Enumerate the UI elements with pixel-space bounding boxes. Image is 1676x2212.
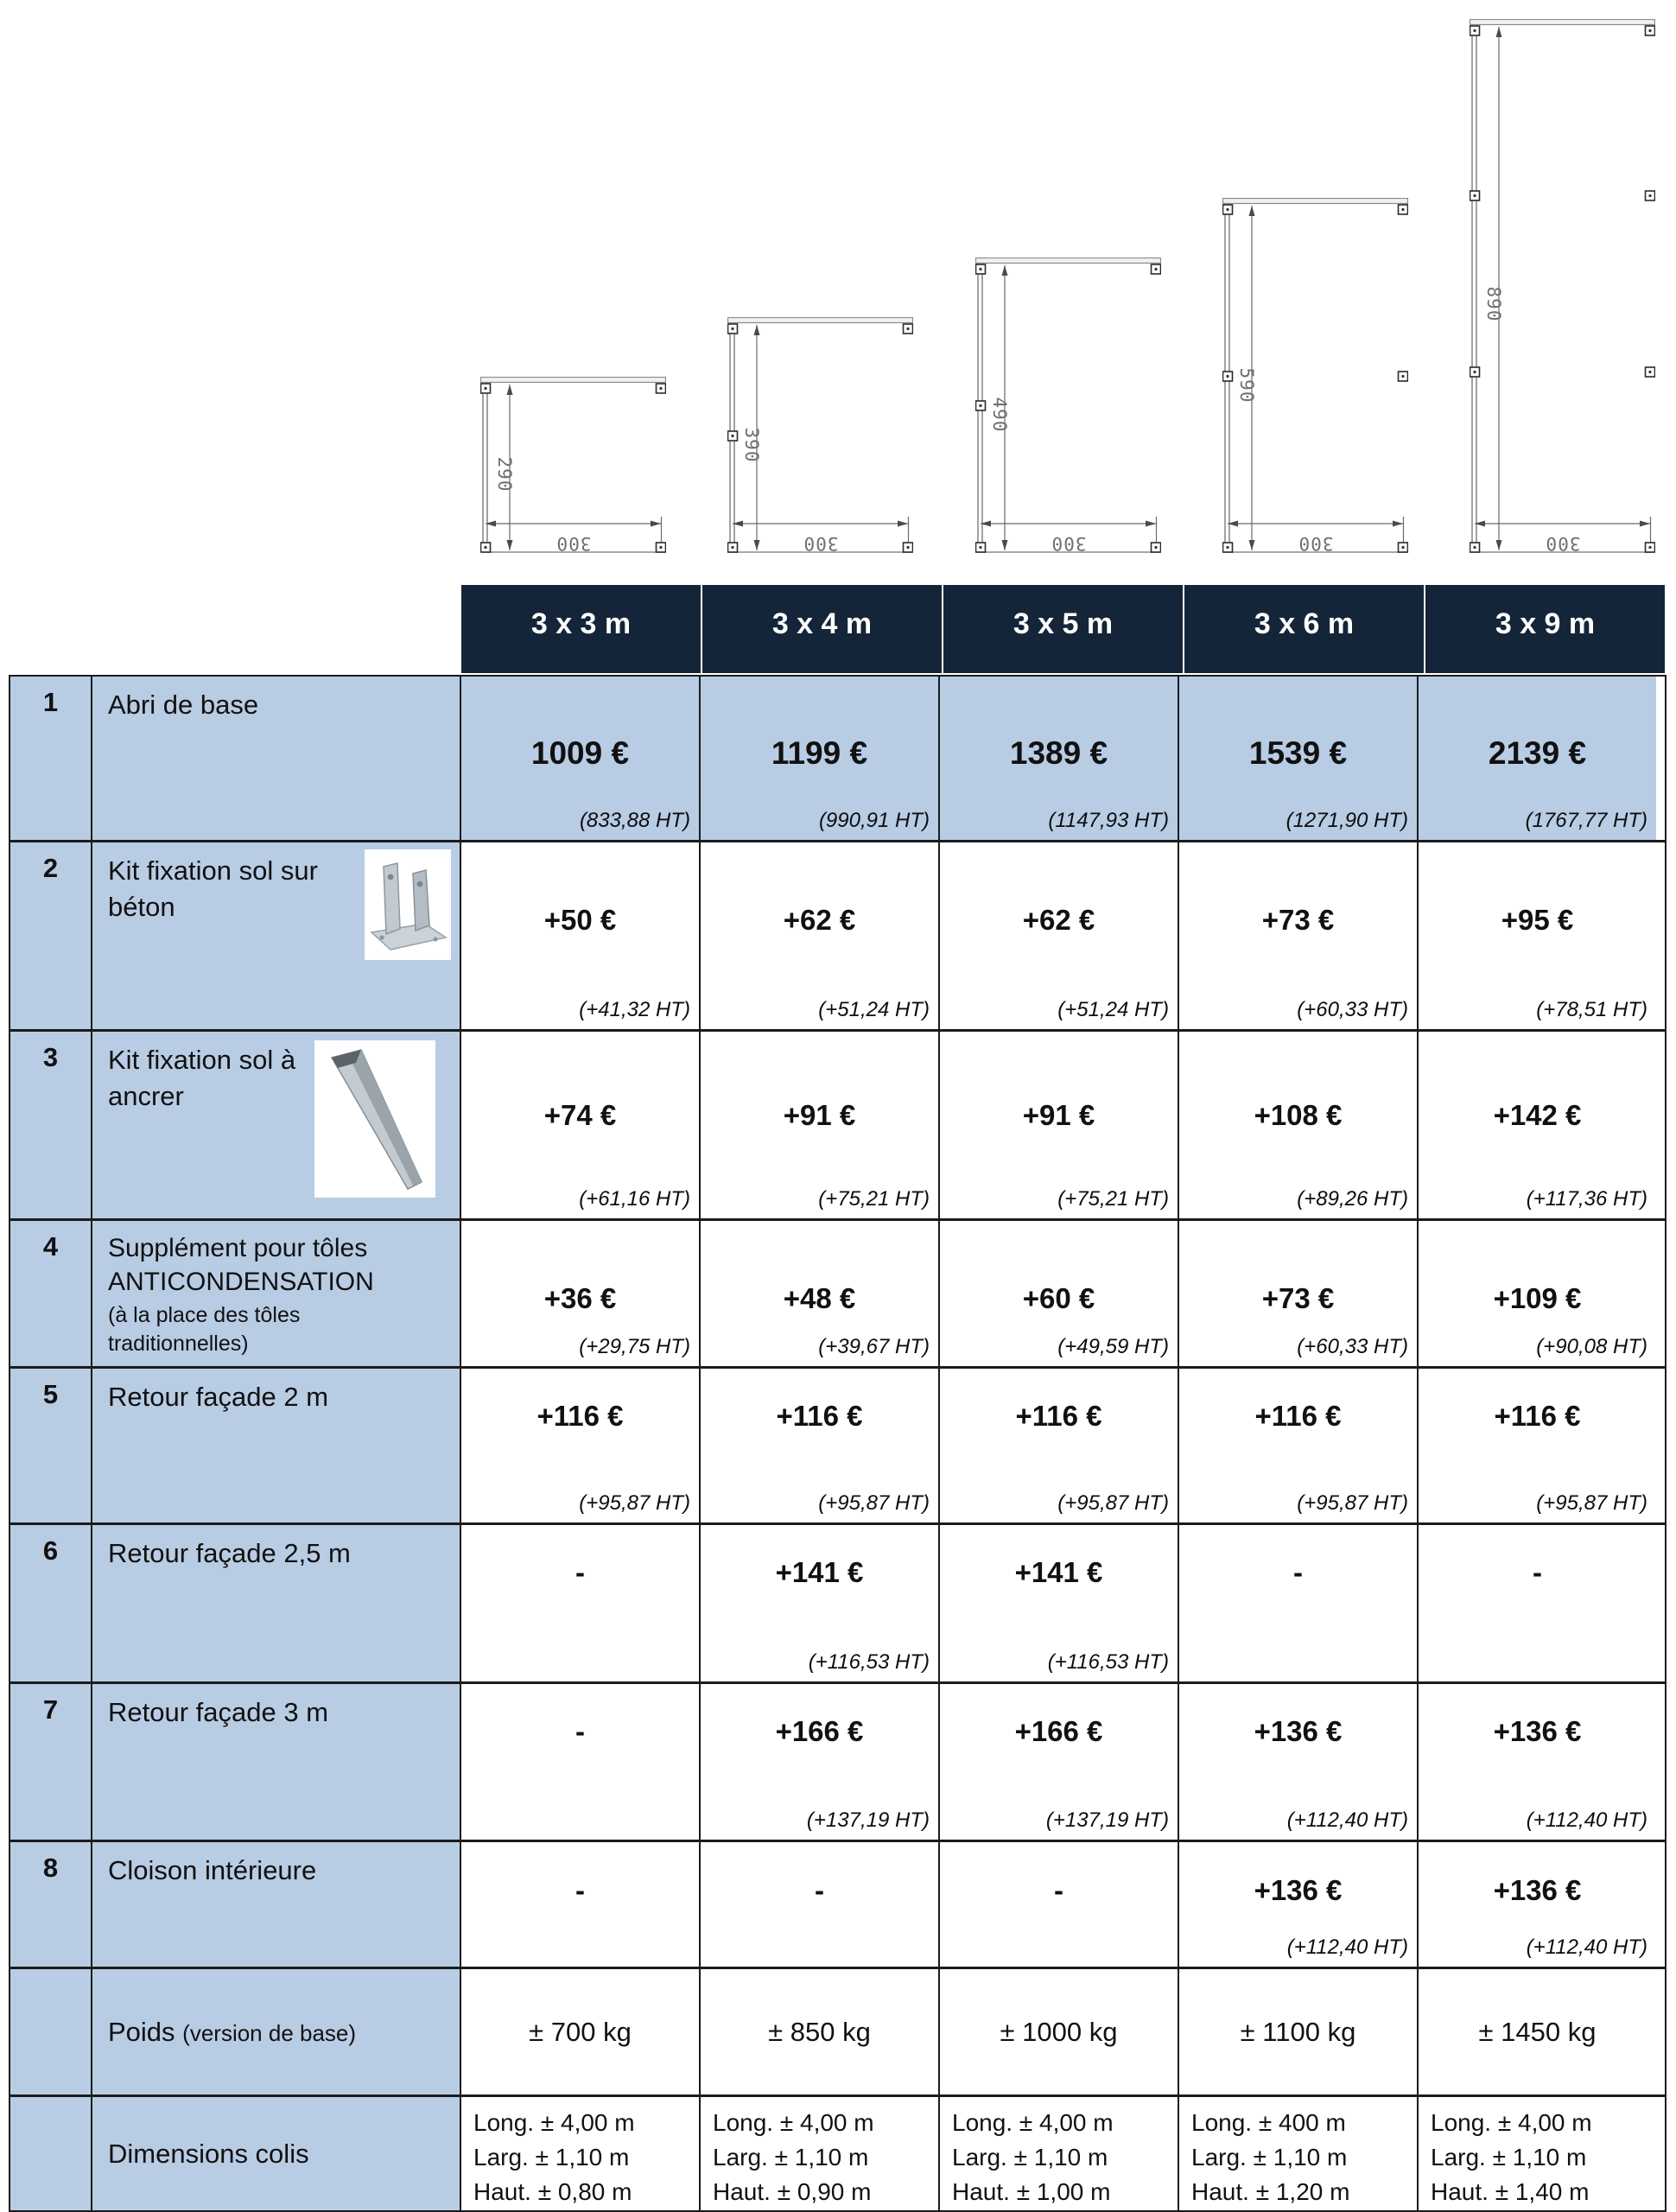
row-number: 1 <box>10 677 91 840</box>
row-label: Poids <box>108 2016 175 2047</box>
price-cell <box>1178 1684 1417 1840</box>
price-cell <box>699 1525 938 1681</box>
dim-haut: Haut. ± 1,20 m <box>1191 2177 1350 2205</box>
row-number: 8 <box>10 1842 91 1967</box>
weight-cell <box>699 1969 938 2094</box>
dim-haut: Haut. ± 1,40 m <box>1431 2177 1590 2205</box>
price-cell <box>1417 1221 1656 1366</box>
price-value: +116 € <box>1015 1399 1102 1432</box>
height-dimension-label: 290 <box>494 456 515 493</box>
price-cell <box>1417 1842 1656 1967</box>
height-dimension-label: 490 <box>988 397 1010 433</box>
price-ht-note: (+29,75 HT) <box>579 1335 690 1358</box>
dim-larg: Larg. ± 1,10 m <box>713 2143 869 2171</box>
weight-value: ± 1450 kg <box>1478 2016 1597 2047</box>
weight-value: ± 1000 kg <box>1000 2016 1118 2047</box>
row-label-cell <box>91 1969 460 2094</box>
dim-long: Long. ± 4,00 m <box>473 2109 635 2136</box>
row-label: Kit fixation sol à ancrer <box>108 1045 296 1111</box>
price-cell <box>1417 1684 1656 1840</box>
price-value: - <box>575 1556 585 1589</box>
dimensions-cell <box>460 2097 699 2210</box>
dim-larg: Larg. ± 1,10 m <box>473 2143 630 2171</box>
price-cell <box>1417 677 1656 840</box>
price-ht-note: (+39,67 HT) <box>818 1335 930 1358</box>
price-ht-note: (+137,19 HT) <box>806 1808 930 1832</box>
price-ht-note: (+112,40 HT) <box>1526 1808 1647 1832</box>
dim-long: Long. ± 4,00 m <box>1431 2109 1592 2136</box>
price-value: +73 € <box>1261 904 1335 937</box>
width-dimension-label: 300 <box>803 533 839 554</box>
dim-long: Long. ± 4,00 m <box>713 2109 874 2136</box>
price-cell <box>1178 1032 1417 1218</box>
price-value: +116 € <box>1254 1399 1342 1432</box>
price-cell <box>1178 1525 1417 1681</box>
table-row-cloison-interieure <box>10 1840 1665 1967</box>
weight-value: ± 700 kg <box>529 2016 632 2047</box>
price-ht-note: (+49,59 HT) <box>1057 1335 1169 1358</box>
price-cell <box>699 1369 938 1522</box>
price-ht-note: (+90,08 HT) <box>1536 1335 1647 1358</box>
price-value: +95 € <box>1501 904 1574 937</box>
price-cell <box>1178 842 1417 1029</box>
price-ht-note: (+51,24 HT) <box>818 998 930 1021</box>
table-row-supplement-anticondensation <box>10 1218 1665 1366</box>
price-cell <box>1417 1032 1656 1218</box>
row-label: Cloison intérieure <box>91 1842 460 1967</box>
price-ht-note: (+51,24 HT) <box>1057 998 1169 1021</box>
price-value: 1389 € <box>1009 735 1108 772</box>
dim-long: Long. ± 4,00 m <box>952 2109 1114 2136</box>
price-value: +136 € <box>1493 1715 1582 1747</box>
price-ht-note: (+89,26 HT) <box>1297 1187 1408 1211</box>
row-label: Dimensions colis <box>108 2138 309 2169</box>
row-label: Kit fixation sol sur béton <box>108 855 318 922</box>
price-value: +141 € <box>1014 1556 1103 1589</box>
plan-diagram-3x6 <box>1222 198 1408 555</box>
price-cell <box>460 1369 699 1522</box>
price-value: +50 € <box>543 904 617 937</box>
plan-diagram-3x4 <box>727 317 913 555</box>
weight-cell <box>460 1969 699 2094</box>
weight-cell <box>1417 1969 1656 2094</box>
price-value: +62 € <box>783 904 856 937</box>
size-column-header: 3 x 4 m <box>702 585 942 673</box>
price-cell <box>699 1032 938 1218</box>
price-cell <box>1417 1369 1656 1522</box>
row-label-note: (version de base) <box>182 2019 357 2046</box>
price-cell <box>460 1032 699 1218</box>
price-ht-note: (+78,51 HT) <box>1536 998 1647 1021</box>
price-cell <box>938 677 1178 840</box>
row-sublabel: (à la place des tôles traditionnelles) <box>108 1303 301 1356</box>
price-value: - <box>1054 1874 1063 1907</box>
price-cell <box>699 1684 938 1840</box>
price-ht-note: (+41,32 HT) <box>579 998 690 1021</box>
price-value: - <box>1293 1556 1303 1589</box>
price-ht-note: (+75,21 HT) <box>1057 1187 1169 1211</box>
dim-larg: Larg. ± 1,10 m <box>1191 2143 1348 2171</box>
table-row-abri-de-base <box>10 677 1665 840</box>
price-cell <box>938 842 1178 1029</box>
plan-diagram-3x3 <box>480 377 666 555</box>
price-cell <box>1178 677 1417 840</box>
price-cell <box>938 1032 1178 1218</box>
price-ht-note: (+60,33 HT) <box>1297 1335 1408 1358</box>
table-row-retour-facade-2m <box>10 1366 1665 1522</box>
row-label-cell <box>91 1032 460 1218</box>
row-label: Retour façade 3 m <box>91 1684 460 1840</box>
price-cell <box>699 1221 938 1366</box>
plan-diagram-3x9 <box>1470 19 1655 555</box>
weight-value: ± 1100 kg <box>1240 2016 1356 2047</box>
price-value: - <box>1533 1556 1542 1589</box>
price-value: +166 € <box>1014 1715 1103 1747</box>
price-value: +91 € <box>1022 1098 1095 1131</box>
price-ht-note: (+116,53 HT) <box>808 1650 930 1674</box>
ground-anchor-spike-photo <box>314 1040 435 1198</box>
plan-diagram-3x5 <box>975 257 1161 555</box>
price-ht-note: (1147,93 HT) <box>1048 809 1169 832</box>
plan-diagrams <box>480 9 1655 555</box>
price-ht-note: (+116,53 HT) <box>1047 1650 1169 1674</box>
width-dimension-label: 300 <box>1545 533 1581 554</box>
row-label: Retour façade 2,5 m <box>91 1525 460 1681</box>
table-row-retour-facade-2-5m <box>10 1522 1665 1681</box>
weight-cell <box>1178 1969 1417 2094</box>
dimensions-cell <box>938 2097 1178 2210</box>
price-ht-note: (+95,87 HT) <box>818 1491 930 1515</box>
row-number: 7 <box>10 1684 91 1840</box>
price-cell <box>1178 1369 1417 1522</box>
row-label-cell <box>91 1221 460 1366</box>
dim-larg: Larg. ± 1,10 m <box>952 2143 1108 2171</box>
price-cell <box>938 1684 1178 1840</box>
row-label: Abri de base <box>91 677 460 840</box>
row-number: 6 <box>10 1525 91 1681</box>
price-cell <box>460 1525 699 1681</box>
price-ht-note: (+95,87 HT) <box>579 1491 690 1515</box>
size-column-header: 3 x 3 m <box>461 585 701 673</box>
height-dimension-label: 390 <box>741 427 763 463</box>
price-value: +109 € <box>1493 1281 1582 1314</box>
price-value: +48 € <box>783 1281 856 1314</box>
price-cell <box>938 1369 1178 1522</box>
price-cell <box>938 1221 1178 1366</box>
price-value: +142 € <box>1493 1098 1582 1131</box>
row-number: 4 <box>10 1221 91 1366</box>
height-dimension-label: 890 <box>1483 286 1504 322</box>
row-label-cell <box>91 2097 460 2210</box>
table-row-poids <box>10 1967 1665 2094</box>
size-column-header: 3 x 6 m <box>1184 585 1424 673</box>
dim-larg: Larg. ± 1,10 m <box>1431 2143 1587 2171</box>
table-row-dimensions-colis <box>10 2094 1665 2210</box>
price-value: - <box>575 1874 585 1907</box>
price-ht-note: (+112,40 HT) <box>1526 1936 1647 1959</box>
price-ht-note: (1767,77 HT) <box>1525 809 1647 832</box>
width-dimension-label: 300 <box>1298 533 1334 554</box>
height-dimension-label: 590 <box>1235 367 1257 404</box>
price-ht-note: (+61,16 HT) <box>579 1187 690 1211</box>
price-ht-note: (+60,33 HT) <box>1297 998 1408 1021</box>
price-value: +108 € <box>1254 1098 1343 1131</box>
price-value: +116 € <box>776 1399 863 1432</box>
table-row-kit-fixation-beton <box>10 840 1665 1029</box>
price-cell <box>699 677 938 840</box>
price-value: 1539 € <box>1248 735 1348 772</box>
price-value: +36 € <box>543 1281 617 1314</box>
price-ht-note: (990,91 HT) <box>818 809 930 832</box>
price-value: 1199 € <box>771 735 868 772</box>
size-header-row <box>461 585 1665 673</box>
price-value: +141 € <box>775 1556 864 1589</box>
price-value: - <box>815 1874 824 1907</box>
price-cell <box>699 842 938 1029</box>
dimensions-cell <box>699 2097 938 2210</box>
price-value: +91 € <box>783 1098 856 1131</box>
price-value: +136 € <box>1493 1874 1582 1907</box>
price-value: +73 € <box>1261 1281 1335 1314</box>
dimensions-cell <box>1417 2097 1656 2210</box>
row-label: Supplément pour tôles ANTICONDENSATION <box>108 1234 374 1296</box>
row-number: 3 <box>10 1032 91 1218</box>
row-number-empty <box>10 2097 91 2210</box>
price-ht-note: (+75,21 HT) <box>818 1187 930 1211</box>
price-table <box>9 675 1666 2212</box>
price-cell <box>1417 1525 1656 1681</box>
price-cell <box>460 1684 699 1840</box>
dim-haut: Haut. ± 1,00 m <box>952 2177 1111 2205</box>
price-ht-note: (+137,19 HT) <box>1045 1808 1169 1832</box>
table-row-kit-fixation-ancrer <box>10 1029 1665 1218</box>
price-value: 1009 € <box>530 735 630 772</box>
row-label-cell <box>91 842 460 1029</box>
row-label: Retour façade 2 m <box>91 1369 460 1522</box>
weight-value: ± 850 kg <box>768 2016 871 2047</box>
price-ht-note: (+117,36 HT) <box>1526 1187 1647 1211</box>
price-cell <box>460 677 699 840</box>
price-cell <box>938 1842 1178 1967</box>
price-cell <box>460 842 699 1029</box>
price-ht-note: (1271,90 HT) <box>1286 809 1408 832</box>
price-value: +116 € <box>1494 1399 1581 1432</box>
price-value: +116 € <box>536 1399 624 1432</box>
table-row-retour-facade-3m <box>10 1681 1665 1840</box>
dim-long: Long. ± 400 m <box>1191 2109 1346 2136</box>
dim-haut: Haut. ± 0,90 m <box>713 2177 872 2205</box>
price-value: - <box>575 1715 585 1747</box>
size-column-header: 3 x 9 m <box>1425 585 1665 673</box>
price-cell <box>1178 1221 1417 1366</box>
price-value: +60 € <box>1022 1281 1095 1314</box>
price-value: +136 € <box>1254 1715 1343 1747</box>
price-cell <box>699 1842 938 1967</box>
weight-cell <box>938 1969 1178 2094</box>
price-value: +74 € <box>543 1098 617 1131</box>
price-ht-note: (+112,40 HT) <box>1286 1808 1408 1832</box>
dimensions-cell <box>1178 2097 1417 2210</box>
size-column-header: 3 x 5 m <box>943 585 1183 673</box>
price-ht-note: (833,88 HT) <box>579 809 690 832</box>
row-number-empty <box>10 1969 91 2094</box>
price-cell <box>938 1525 1178 1681</box>
price-cell <box>1417 842 1656 1029</box>
row-number: 2 <box>10 842 91 1029</box>
price-ht-note: (+95,87 HT) <box>1297 1491 1408 1515</box>
price-cell <box>460 1221 699 1366</box>
price-ht-note: (+95,87 HT) <box>1057 1491 1169 1515</box>
galvanized-u-bracket-photo <box>365 849 451 960</box>
price-value: +136 € <box>1254 1874 1343 1907</box>
price-value: +62 € <box>1022 904 1095 937</box>
dim-haut: Haut. ± 0,80 m <box>473 2177 632 2205</box>
price-ht-note: (+95,87 HT) <box>1536 1491 1647 1515</box>
price-value: +166 € <box>775 1715 864 1747</box>
width-dimension-label: 300 <box>555 533 592 554</box>
price-cell <box>460 1842 699 1967</box>
row-number: 5 <box>10 1369 91 1522</box>
price-value: 2139 € <box>1488 735 1587 772</box>
price-cell <box>1178 1842 1417 1967</box>
price-ht-note: (+112,40 HT) <box>1286 1936 1408 1959</box>
width-dimension-label: 300 <box>1051 533 1086 554</box>
